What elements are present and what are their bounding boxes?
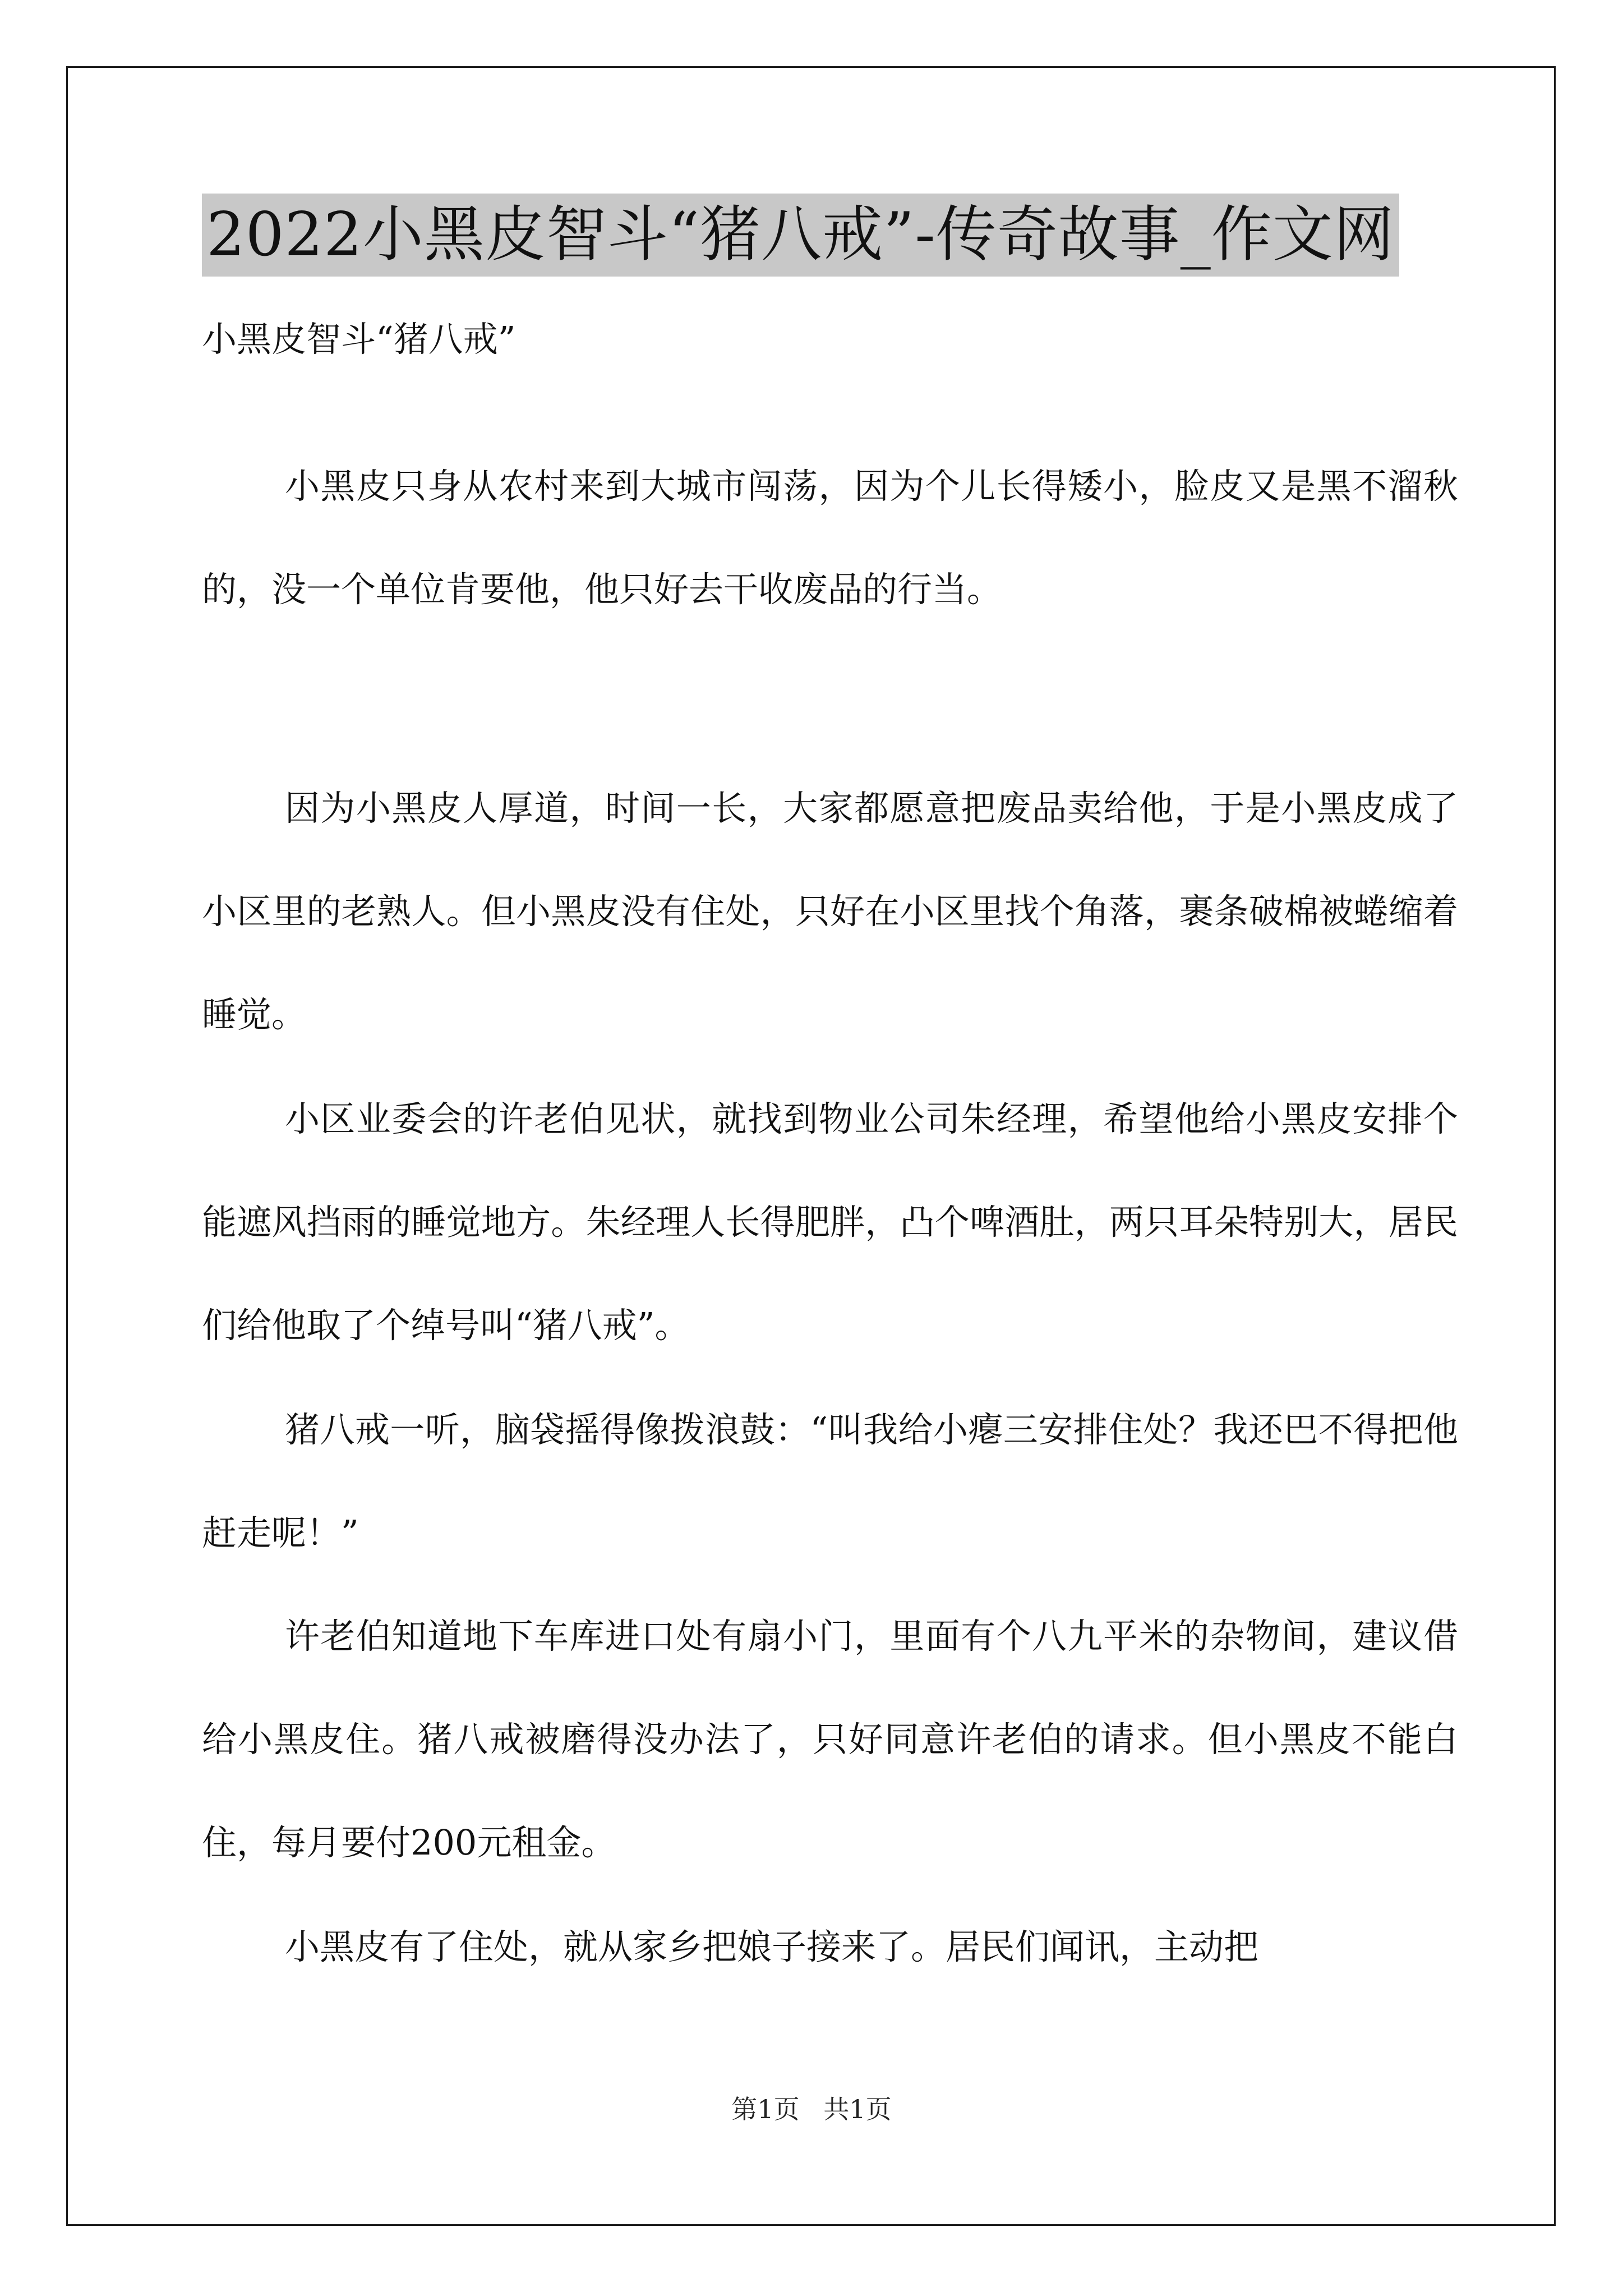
page-current: 第1页 <box>731 2094 800 2124</box>
paragraph-6: 小黑皮有了住处，就从家乡把娘子接来了。居民们闻讯，主动把 <box>285 1926 1259 1967</box>
paragraph-5: 许老伯知道地下车库进口处有扇小门，里面有个八九平米的杂物间，建议借给小黑皮住。猪八戒被磨得没办法了，只好同意许老伯的请求。但小黑皮不能白住，每月要付200元租金。 <box>202 1616 1458 1863</box>
paragraph-1: 小黑皮只身从农村来到大城市闯荡，因为个儿长得矮小，脸皮又是黑不溜秋的，没一个单位肯要他，他只好去干收废品的行当。 <box>202 466 1458 610</box>
paragraph-4: 猪八戒一听，脑袋摇得像拨浪鼓：“叫我给小瘪三安排住处？我还巴不得把他赶走呢！” <box>202 1409 1458 1553</box>
paragraph-2: 因为小黑皮人厚道，时间一长，大家都愿意把废品卖给他，于是小黑皮成了小区里的老熟人。但小黑皮没有住处，只好在小区里找个角落，裹条破棉被蜷缩着睡觉。 <box>202 788 1458 1035</box>
paragraph-3: 小区业委会的许老伯见状，就找到物业公司朱经理，希望他给小黑皮安排个能遮风挡雨的睡觉地方。朱经理人长得肥胖，凸个啤酒肚，两只耳朵特别大，居民们给他取了个绰号叫“猪八戒”。 <box>202 1098 1458 1346</box>
story-subtitle: 小黑皮智斗“猪八戒” <box>202 319 516 360</box>
page-total: 共1页 <box>823 2094 892 2124</box>
document-title: 2022小黑皮智斗“猪八戒”-传奇故事_作文网 <box>202 194 1399 277</box>
page-footer <box>0 2092 1623 2126</box>
